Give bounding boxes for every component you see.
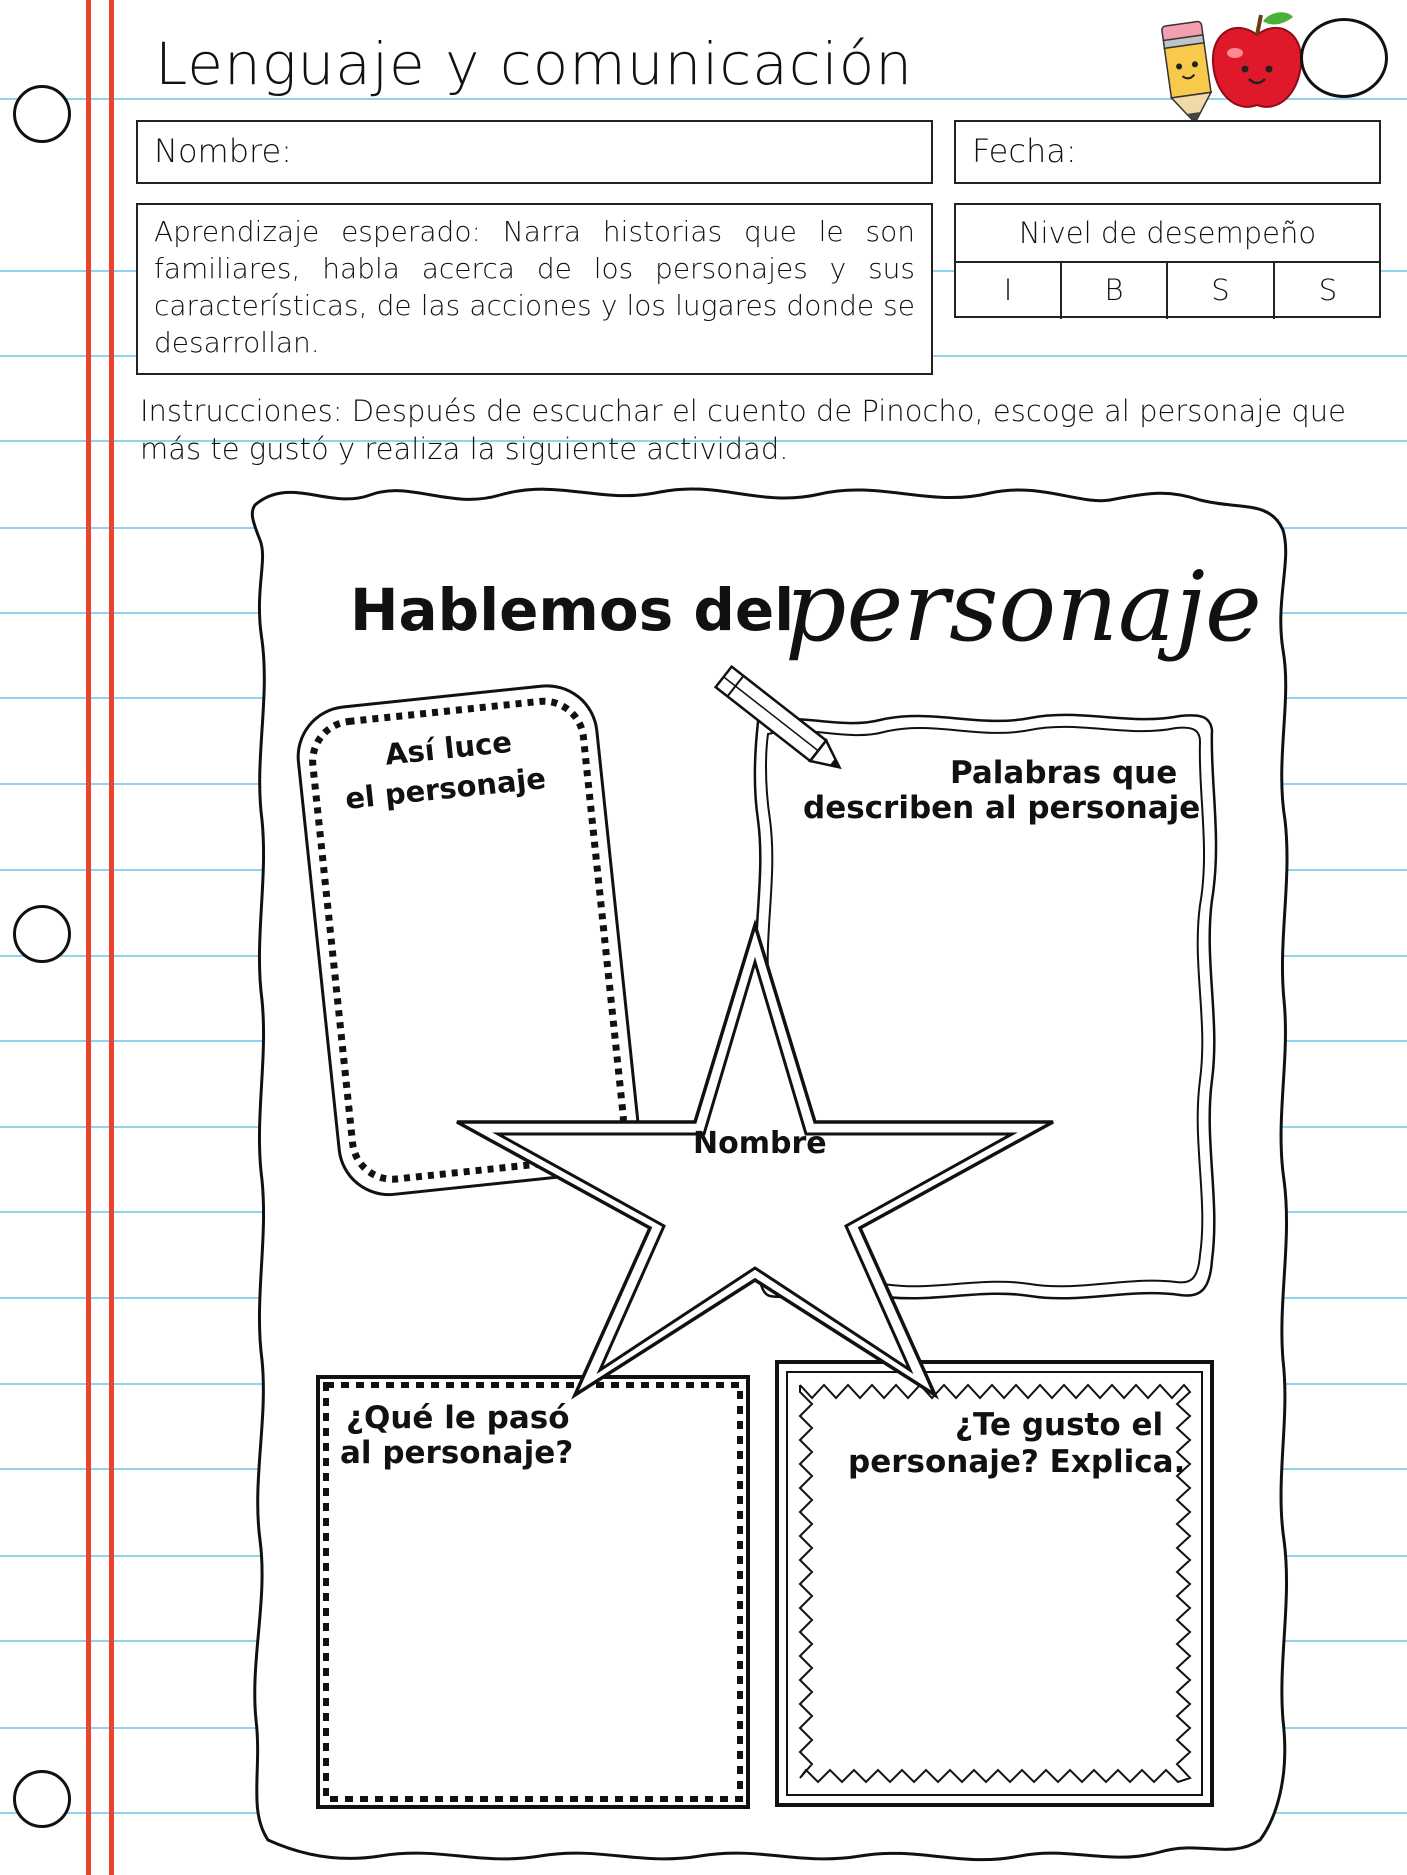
performance-level-heading: Nivel de desempeño bbox=[956, 205, 1379, 263]
worksheet-title-script: personaje bbox=[785, 551, 1262, 663]
liked-label: personaje? Explica. bbox=[848, 1444, 1186, 1480]
page-title: Lenguaje y comunicación bbox=[155, 30, 914, 98]
instructions: Instrucciones: Después de escuchar el cuento de Pinocho, escoge al personaje que más te gustó y realiza la siguiente actividad. bbox=[140, 394, 1347, 466]
performance-level-cell[interactable]: B bbox=[1062, 261, 1168, 319]
star-label: Nombre bbox=[693, 1126, 827, 1161]
liked-label: ¿Te gusto el bbox=[955, 1407, 1164, 1443]
looks-label: el personaje bbox=[343, 761, 548, 816]
words-label: Palabras que bbox=[950, 755, 1178, 791]
happened-label: ¿Qué le pasó bbox=[346, 1400, 570, 1436]
happened-label: al personaje? bbox=[340, 1435, 574, 1471]
performance-level-cell[interactable]: S bbox=[1318, 273, 1338, 307]
learning-expectation-text: Aprendizaje esperado: Narra historias que le son familiares, habla acerca de los personajes y sus características, de las acciones y los lugares donde se desarrollan. bbox=[154, 215, 915, 359]
performance-level-cell[interactable]: I bbox=[956, 261, 1062, 319]
name-label: Nombre: bbox=[154, 132, 292, 170]
looks-label: Así luce bbox=[383, 724, 514, 772]
words-label: describen al personaje bbox=[803, 790, 1201, 826]
worksheet-title: Hablemos del bbox=[350, 576, 795, 644]
performance-level-cell[interactable]: S bbox=[1168, 261, 1275, 319]
date-label: Fecha: bbox=[972, 132, 1077, 170]
